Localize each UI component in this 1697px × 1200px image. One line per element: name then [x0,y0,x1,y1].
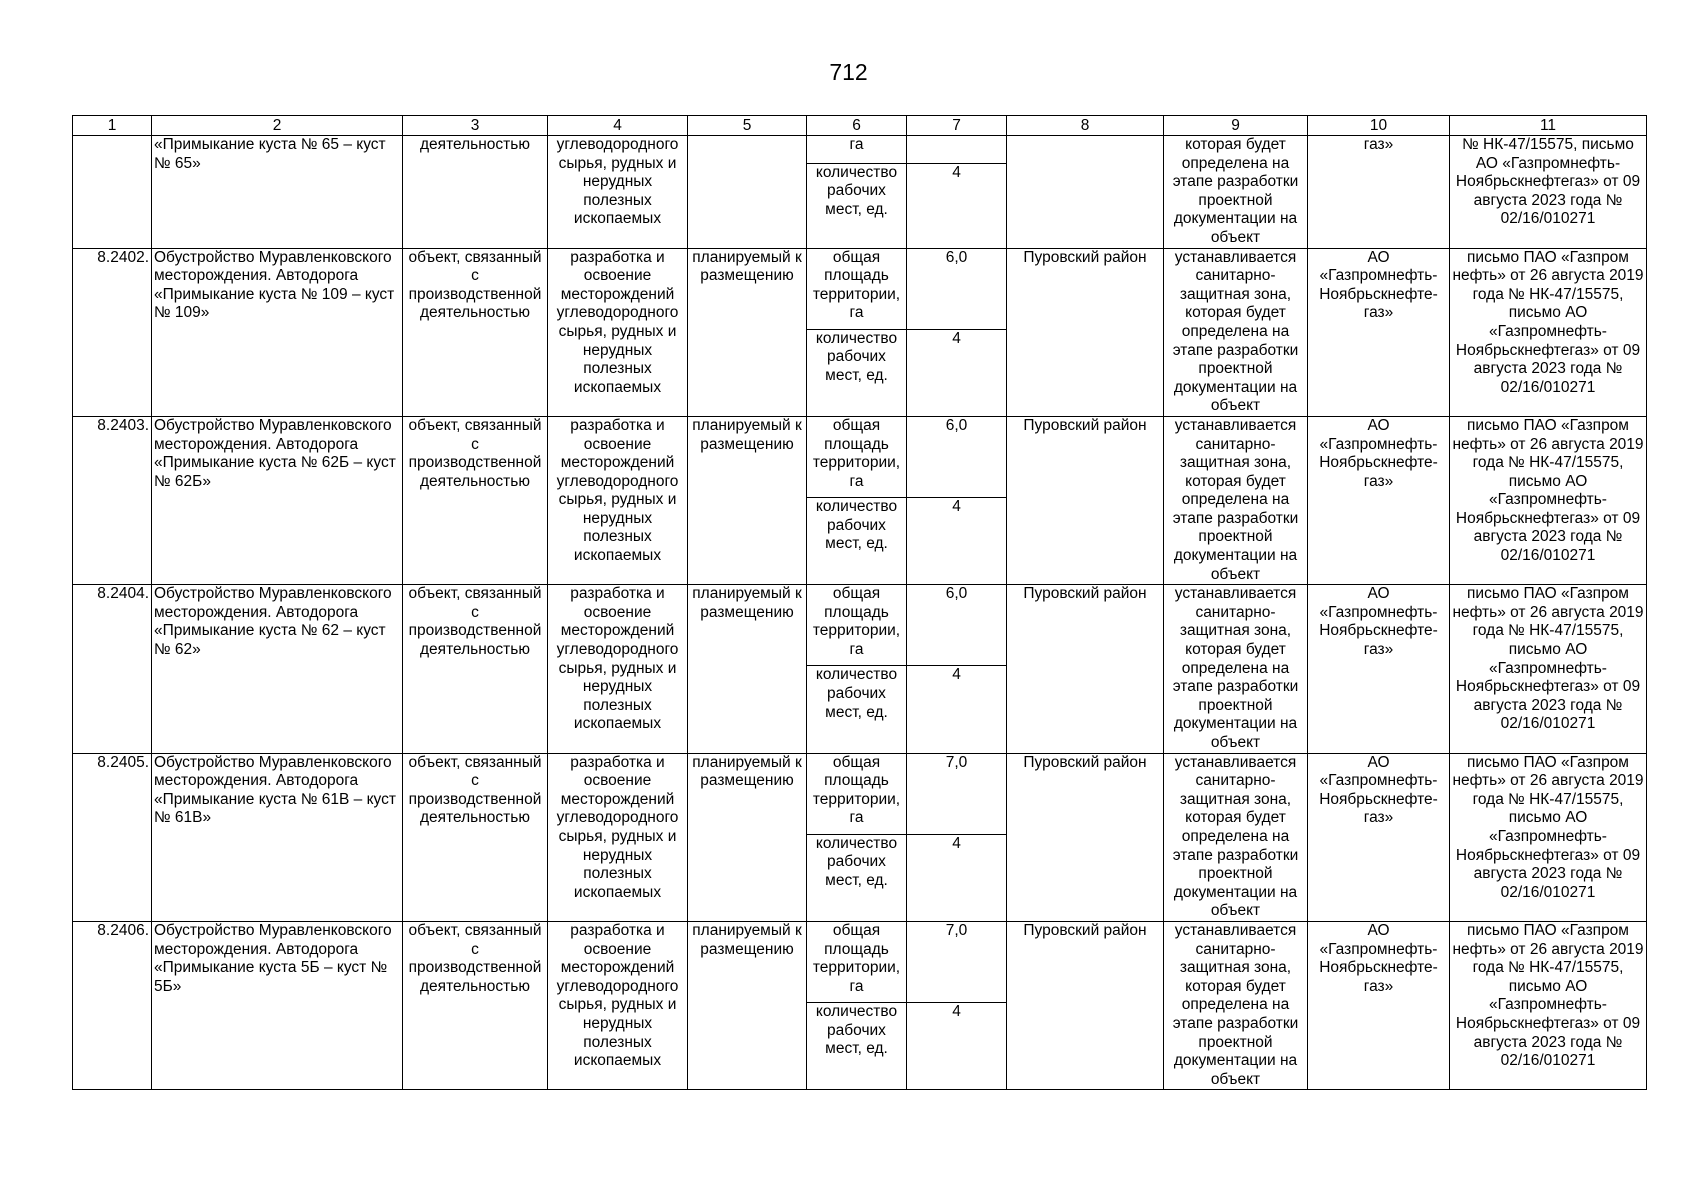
owner-cell: АО «Газпромнефть-Ноябрьскнефте-газ» [1308,248,1450,416]
location-cell: Пуровский район [1007,248,1164,416]
area-label-cell: га [807,136,907,164]
area-value-cell: 6,0 [907,416,1007,497]
table-row [73,921,1647,1002]
workers-label-cell: количество рабочих мест, ед. [807,834,907,921]
entry-number-cell: 8.2403. [73,416,152,584]
status-cell: планируемый к размещению [688,248,807,416]
column-number: 10 [1308,116,1450,136]
object-type-cell: объект, связанный с производственной деятельностью [403,921,548,1089]
workers-label-cell: количество рабочих мест, ед. [807,163,907,248]
column-number: 8 [1007,116,1164,136]
purpose-cell: разработка и освоение месторождений углеводородного сырья, рудных и нерудных полезных ископаемых [548,921,688,1089]
location-cell [1007,136,1164,249]
owner-cell: АО «Газпромнефть-Ноябрьскнефте-газ» [1308,416,1450,584]
workers-value-cell: 4 [907,834,1007,921]
location-cell: Пуровский район [1007,921,1164,1089]
sanitary-zone-cell: которая будет определена на этапе разработки проектной документации на объект [1164,136,1308,249]
object-name-cell: Обустройство Муравленковского месторождения. Автодорога «Примыкание куста № 62 – куст № 62» [152,585,403,753]
column-number: 4 [548,116,688,136]
status-cell [688,136,807,249]
column-number: 11 [1450,116,1647,136]
object-name-cell: Обустройство Муравленковского месторождения. Автодорога «Примыкание куста 5Б – куст № 5Б» [152,921,403,1089]
object-type-cell: объект, связанный с производственной деятельностью [403,416,548,584]
area-value-cell: 6,0 [907,248,1007,329]
owner-cell: АО «Газпромнефть-Ноябрьскнефте-газ» [1308,753,1450,921]
entry-number-cell: 8.2406. [73,921,152,1089]
sanitary-zone-cell: устанавливается санитарно-защитная зона, которая будет определена на этапе разработки проектной документации на объект [1164,416,1308,584]
object-name-cell: Обустройство Муравленковского месторождения. Автодорога «Примыкание куста № 62Б – куст № 62Б» [152,416,403,584]
purpose-cell: разработка и освоение месторождений углеводородного сырья, рудных и нерудных полезных ископаемых [548,753,688,921]
source-cell: письмо ПАО «Газпром нефть» от 26 августа 2019 года № НК-47/15575, письмо АО «Газпромнефть-Ноябрьскнефтегаз» от 09 августа 2023 года № 02/16/010271 [1450,416,1647,584]
workers-label-cell: количество рабочих мест, ед. [807,498,907,585]
column-number: 6 [807,116,907,136]
table-row [73,585,1647,666]
sanitary-zone-cell: устанавливается санитарно-защитная зона, которая будет определена на этапе разработки проектной документации на объект [1164,921,1308,1089]
column-number: 1 [73,116,152,136]
purpose-cell: разработка и освоение месторождений углеводородного сырья, рудных и нерудных полезных ископаемых [548,585,688,753]
workers-label-cell: количество рабочих мест, ед. [807,329,907,416]
owner-cell: АО «Газпромнефть-Ноябрьскнефте-газ» [1308,585,1450,753]
workers-value-cell: 4 [907,666,1007,753]
source-cell: письмо ПАО «Газпром нефть» от 26 августа 2019 года № НК-47/15575, письмо АО «Газпромнефть-Ноябрьскнефтегаз» от 09 августа 2023 года № 02/16/010271 [1450,585,1647,753]
page-number: 712 [829,59,868,85]
column-number: 5 [688,116,807,136]
sanitary-zone-cell: устанавливается санитарно-защитная зона, которая будет определена на этапе разработки проектной документации на объект [1164,585,1308,753]
area-value-cell: 7,0 [907,753,1007,834]
entry-number-cell: 8.2404. [73,585,152,753]
column-number: 7 [907,116,1007,136]
owner-cell: АО «Газпромнефть-Ноябрьскнефте-газ» [1308,921,1450,1089]
workers-value-cell: 4 [907,498,1007,585]
status-cell: планируемый к размещению [688,416,807,584]
column-number: 2 [152,116,403,136]
area-value-cell [907,136,1007,164]
status-cell: планируемый к размещению [688,585,807,753]
area-label-cell: общая площадь территории, га [807,248,907,329]
column-number-row [73,116,1647,136]
object-name-cell: Обустройство Муравленковского месторождения. Автодорога «Примыкание куста № 61В – куст № 61В» [152,753,403,921]
table-row [73,416,1647,497]
location-cell: Пуровский район [1007,585,1164,753]
workers-value-cell: 4 [907,329,1007,416]
status-cell: планируемый к размещению [688,753,807,921]
continuation-row-top [73,136,1647,164]
purpose-cell: углеводородного сырья, рудных и нерудных полезных ископаемых [548,136,688,249]
entry-number-cell: 8.2405. [73,753,152,921]
area-label-cell: общая площадь территории, га [807,753,907,834]
source-cell: № НК-47/15575, письмо АО «Газпромнефть-Ноябрьскнефтегаз» от 09 августа 2023 года № 02/16/010271 [1450,136,1647,249]
owner-cell: газ» [1308,136,1450,249]
object-name-cell: Обустройство Муравленковского месторождения. Автодорога «Примыкание куста № 109 – куст № 109» [152,248,403,416]
workers-value-cell: 4 [907,163,1007,248]
status-cell: планируемый к размещению [688,921,807,1089]
sanitary-zone-cell: устанавливается санитарно-защитная зона, которая будет определена на этапе разработки проектной документации на объект [1164,753,1308,921]
column-number: 3 [403,116,548,136]
workers-label-cell: количество рабочих мест, ед. [807,666,907,753]
area-value-cell: 7,0 [907,921,1007,1002]
object-type-cell: объект, связанный с производственной деятельностью [403,585,548,753]
entry-number-cell [73,136,152,249]
area-label-cell: общая площадь территории, га [807,416,907,497]
location-cell: Пуровский район [1007,416,1164,584]
source-cell: письмо ПАО «Газпром нефть» от 26 августа 2019 года № НК-47/15575, письмо АО «Газпромнефть-Ноябрьскнефтегаз» от 09 августа 2023 года № 02/16/010271 [1450,921,1647,1089]
entry-number-cell: 8.2402. [73,248,152,416]
column-number: 9 [1164,116,1308,136]
workers-label-cell: количество рабочих мест, ед. [807,1003,907,1090]
sanitary-zone-cell: устанавливается санитарно-защитная зона, которая будет определена на этапе разработки проектной документации на объект [1164,248,1308,416]
area-value-cell: 6,0 [907,585,1007,666]
area-label-cell: общая площадь территории, га [807,921,907,1002]
object-name-cell: «Примыкание куста № 65 – куст № 65» [152,136,403,249]
location-cell: Пуровский район [1007,753,1164,921]
workers-value-cell: 4 [907,1003,1007,1090]
area-label-cell: общая площадь территории, га [807,585,907,666]
table-body [73,136,1647,1090]
table-row [73,248,1647,329]
object-type-cell: объект, связанный с производственной деятельностью [403,248,548,416]
purpose-cell: разработка и освоение месторождений углеводородного сырья, рудных и нерудных полезных ископаемых [548,416,688,584]
source-cell: письмо ПАО «Газпром нефть» от 26 августа 2019 года № НК-47/15575, письмо АО «Газпромнефть-Ноябрьскнефтегаз» от 09 августа 2023 года № 02/16/010271 [1450,248,1647,416]
object-type-cell: объект, связанный с производственной деятельностью [403,753,548,921]
registry-table [72,115,1647,1090]
source-cell: письмо ПАО «Газпром нефть» от 26 августа 2019 года № НК-47/15575, письмо АО «Газпромнефть-Ноябрьскнефтегаз» от 09 августа 2023 года № 02/16/010271 [1450,753,1647,921]
purpose-cell: разработка и освоение месторождений углеводородного сырья, рудных и нерудных полезных ископаемых [548,248,688,416]
table-row [73,753,1647,834]
object-type-cell: деятельностью [403,136,548,249]
